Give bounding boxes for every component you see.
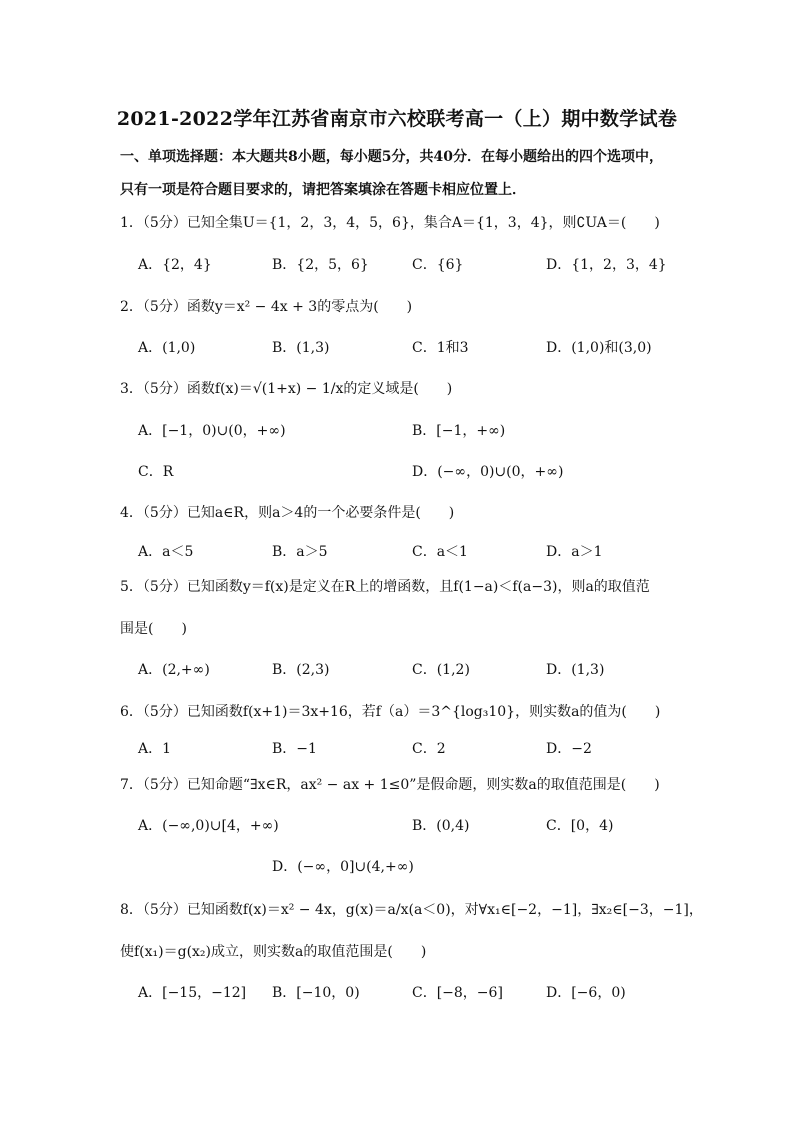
question-5-stem-cont: 围是( ) [120,621,187,637]
question-5-stem: 5．（5分）已知函数y＝f(x)是定义在R上的增函数，且f(1−a)＜f(a−3)，则a的取值范 [120,579,650,595]
question-1-option-c: C．{6} [412,257,464,273]
question-2-option-c: C．1和3 [412,340,469,356]
question-1-option-a: A．{2，4} [138,257,212,273]
question-4-stem: 4．（5分）已知a∈R，则a＞4的一个必要条件是( ) [120,505,455,521]
question-3-option-d: D．(−∞，0)∪(0，+∞) [412,464,564,480]
question-7-option-a: A．(−∞,0)∪[4，+∞) [138,818,279,834]
question-4-option-c: C．a＜1 [412,544,468,560]
question-1-stem: 1．（5分）已知全集U＝{1，2，3，4，5，6}，集合A＝{1，3，4}，则∁UA＝( ) [120,215,660,231]
question-3-option-a: A．[−1，0)∪(0，+∞) [138,423,286,439]
question-8-option-d: D．[−6，0) [546,985,626,1001]
question-2-option-d: D．(1,0)和(3,0) [546,340,652,356]
question-3-option-c: C．R [138,464,174,480]
question-1-option-b: B．{2，5，6} [272,257,369,273]
question-4-option-a: A．a＜5 [138,544,194,560]
question-3-option-b: B．[−1，+∞) [412,423,506,439]
question-8-option-c: C．[−8，−6] [412,985,503,1001]
question-8-option-b: B．[−10，0) [272,985,360,1001]
question-6-option-d: D．−2 [546,741,592,757]
question-5-option-b: B．(2,3) [272,662,330,678]
section-instructions-line2: 只有一项是符合题目要求的，请把答案填涂在答题卡相应位置上． [120,182,526,198]
question-7-stem: 7．（5分）已知命题“∃x∈R，ax² − ax + 1≤0”是假命题，则实数a的取值范围是( ) [120,777,660,793]
section-instructions-line1: 一、单项选择题：本大题共8小题，每小题5分，共40分．在每小题给出的四个选项中， [120,149,663,165]
question-7-option-b: B．(0,4) [412,818,470,834]
question-6-option-c: C．2 [412,741,446,757]
question-5-option-c: C．(1,2) [412,662,470,678]
question-5-option-d: D．(1,3) [546,662,605,678]
question-2-stem: 2．（5分）函数y＝x² − 4x + 3的零点为( ) [120,299,413,315]
exam-title: 2021-2022学年江苏省南京市六校联考高一（上）期中数学试卷 [116,108,678,130]
question-6-option-b: B．−1 [272,741,317,757]
question-8-stem: 8．（5分）已知函数f(x)＝x² − 4x，g(x)＝a/x(a＜0)，对∀x₁∈[−2，−1]，∃x₂∈[−3，−1]， [120,902,703,918]
question-7-option-d: D．(−∞，0]∪(4,+∞) [272,859,414,875]
question-4-option-b: B．a＞5 [272,544,328,560]
question-2-option-b: B．(1,3) [272,340,330,356]
question-6-option-a: A．1 [138,741,172,757]
question-6-stem: 6．（5分）已知函数f(x+1)＝3x+16，若f（a）＝3^{log₃10}，则实数a的值为( ) [120,704,661,720]
question-8-option-a: A．[−15，−12] [138,985,247,1001]
question-4-option-d: D．a＞1 [546,544,603,560]
question-8-stem-cont: 使f(x₁)＝g(x₂)成立，则实数a的取值范围是( ) [120,944,427,960]
question-7-option-c: C．[0，4) [546,818,614,834]
question-1-option-d: D．{1，2，3，4} [546,257,667,273]
question-5-option-a: A．(2,+∞) [138,662,210,678]
question-3-stem: 3．（5分）函数f(x)＝√(1+x) − 1/x的定义域是( ) [120,381,453,397]
question-2-option-a: A．(1,0) [138,340,196,356]
